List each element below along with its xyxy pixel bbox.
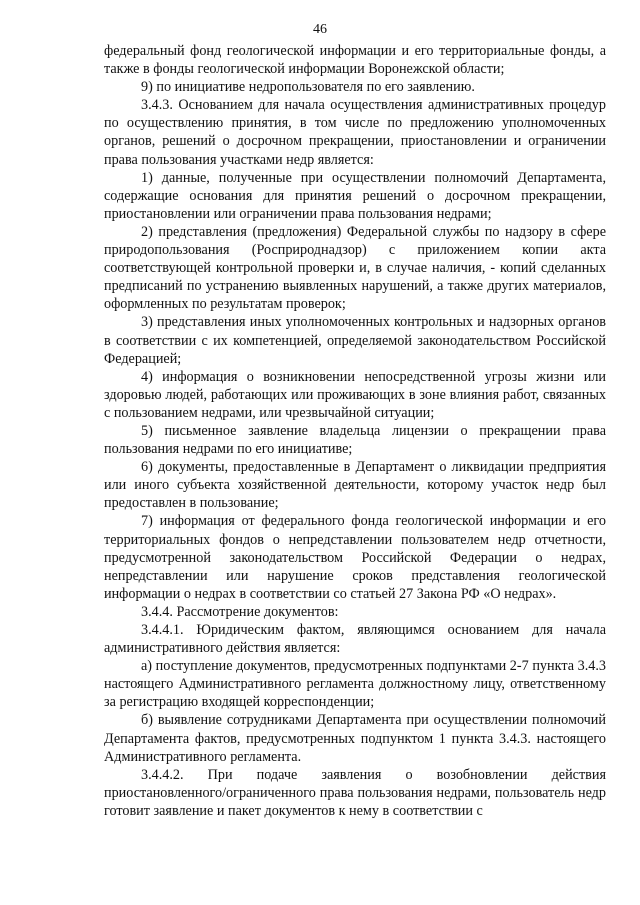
list-item-1: 1) данные, полученные при осуществлении полномочий Департамента, содержащие основания для принятия решений о досрочном прекращении, приостановлении или ограничении права пользования недрами; <box>104 169 606 222</box>
paragraph-continuation: федеральный фонд геологической информации и его территориальные фонды, а также в фонды геологической информации Воронежской области; <box>104 43 606 78</box>
section-3-4-4-2: 3.4.4.2. При подаче заявления о возобновлении действия приостановленного/ограниченного права пользования недрами, пользователь недр готовит заявление и пакет документов к нему в соответствии с <box>104 766 606 819</box>
section-3-4-4: 3.4.4. Рассмотрение документов: <box>141 603 339 620</box>
list-item-4: 4) информация о возникновении непосредственной угрозы жизни или здоровью людей, работающих или проживающих в зоне влияния работ, связанных с пользованием недрами, или чрезвычайной ситуации; <box>104 368 606 421</box>
section-3-4-3: 3.4.3. Основанием для начала осуществления административных процедур по осуществлению принятия, в том числе по предложению уполномоченных органов, решений о досрочном прекращении, приостановлении и ограничении права пользования участками недр является: <box>104 97 606 168</box>
section-3-4-4-1: 3.4.4.1. Юридическим фактом, являющимся основанием для начала административного действия является: <box>104 622 606 657</box>
list-item-6: 6) документы, предоставленные в Департамент о ликвидации предприятия или иного субъекта хозяйственной деятельности, которому участок недр был предоставлен в пользование; <box>104 459 606 512</box>
list-item-a: а) поступление документов, предусмотренных подпунктами 2-7 пункта 3.4.3 настоящего Административного регламента должностному лицу, ответственному за регистрацию входящей корреспонденции; <box>104 658 606 711</box>
list-item-2: 2) представления (предложения) Федеральной службы по надзору в сфере природопользования (Росприроднадзор) с приложением копии акта соответствующей контрольной проверки и, в случае наличия, - копий сделанных предписаний по устранению выявленных нарушений, а также других материалов, оформленных по результатам проверок; <box>104 223 606 313</box>
document-body <box>104 42 606 820</box>
list-item-b: б) выявление сотрудниками Департамента при осуществлении полномочий Департамента фактов, предусмотренных подпунктом 1 пункта 3.4.3. настоящего Административного регламента. <box>104 712 606 765</box>
list-item-7: 7) информация от федерального фонда геологической информации и его территориальных фондов о непредставлении пользователем недр отчетности, предусмотренной законодательством Российской Федерации о недрах, непредставлении или нарушение сроков представления геологической информации о недрах в соответствии со статьей 27 Закона РФ «О недрах». <box>104 513 606 602</box>
list-item-3: 3) представления иных уполномоченных контрольных и надзорных органов в соответствии с их компетенцией, определяемой законодательством Российской Федерацией; <box>104 314 606 367</box>
list-item-9: 9) по инициативе недропользователя по его заявлению. <box>141 79 475 96</box>
list-item-5: 5) письменное заявление владельца лицензии о прекращении права пользования недрами по его инициативе; <box>104 422 606 458</box>
page-number: 46 <box>313 22 327 37</box>
